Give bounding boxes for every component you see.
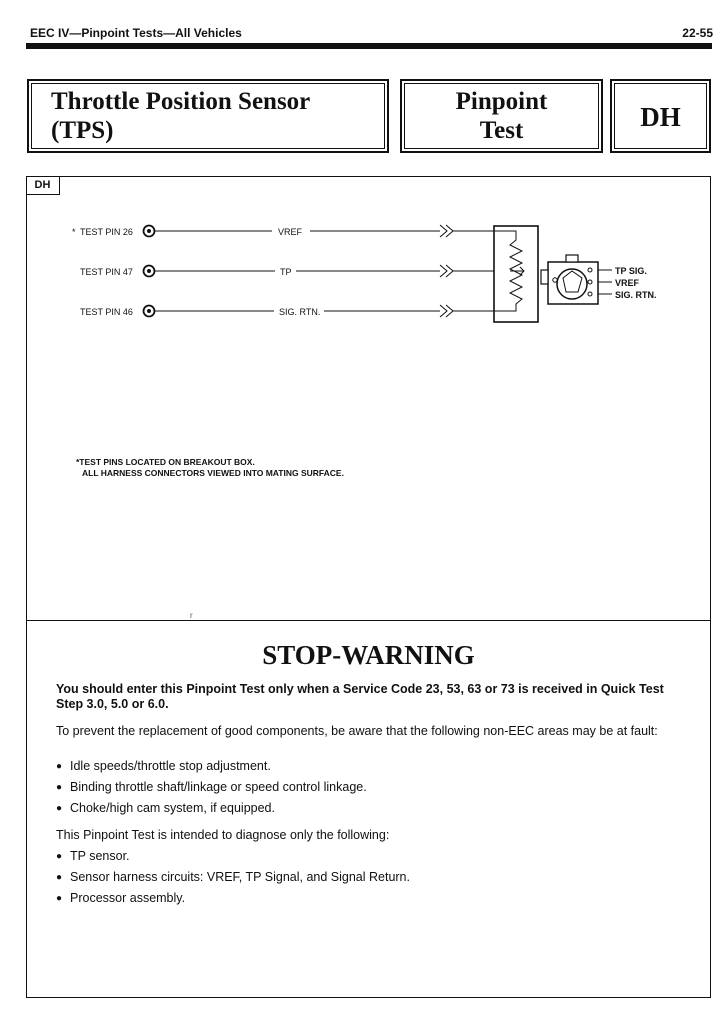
list-item: ● Idle speeds/throttle stop adjustment. xyxy=(56,759,676,774)
test-code: DH xyxy=(640,102,681,132)
title-line-2: (TPS) xyxy=(51,117,114,144)
sensor-rotor xyxy=(557,269,587,299)
pinpoint-line-2: Test xyxy=(479,117,524,144)
tps-sensor-icon xyxy=(541,255,612,304)
connector-chevron-icon xyxy=(440,265,453,277)
pin-label-46: TEST PIN 46 xyxy=(80,307,133,317)
test-pin-jack-center xyxy=(147,269,151,273)
stray-print-mark: r xyxy=(190,611,193,620)
pinpoint-line-1: Pinpoint xyxy=(455,88,548,115)
title-line-1: Throttle Position Sensor xyxy=(51,88,311,115)
test-pin-jack-center xyxy=(147,309,151,313)
panel-tag: DH xyxy=(26,176,60,195)
circuit-row-tp xyxy=(80,265,510,277)
list-item: ● Processor assembly. xyxy=(56,891,676,906)
list-item: ● Choke/high cam system, if equipped. xyxy=(56,801,676,816)
list-item: ● Sensor harness circuits: VREF, TP Signal, and Signal Return. xyxy=(56,870,676,885)
connector-chevron-icon xyxy=(440,225,453,237)
running-header-title: EEC IV—Pinpoint Tests—All Vehicles xyxy=(30,26,242,40)
diagram-note-line-2: ALL HARNESS CONNECTORS VIEWED INTO MATING SURFACE. xyxy=(82,468,344,478)
page-number: 22-55 xyxy=(682,26,713,40)
list-item: ● Binding throttle shaft/linkage or speed control linkage. xyxy=(56,780,676,795)
list-item: ● TP sensor. xyxy=(56,849,676,864)
warning-entry-condition: You should enter this Pinpoint Test only when a Service Code 23, 53, 63 or 73 is received in Quick Test Step 3.0, 5.0 or 6.0. xyxy=(56,682,664,711)
sensor-mount-tab xyxy=(541,270,548,284)
sensor-label-tp-sig: TP SIG. xyxy=(615,266,647,276)
pin-marker: * xyxy=(72,227,76,237)
sensor-label-vref: VREF xyxy=(615,278,640,288)
test-pin-jack-center xyxy=(147,229,151,233)
pin-label-47: TEST PIN 47 xyxy=(80,267,133,277)
diagram-note-line-1: *TEST PINS LOCATED ON BREAKOUT BOX. xyxy=(76,457,255,467)
circuit-row-sig-rtn xyxy=(80,305,494,317)
signal-label-vref: VREF xyxy=(278,227,303,237)
non-eec-intro: To prevent the replacement of good components, be aware that the following non-EEC areas may be at fault: xyxy=(56,724,658,738)
panel-divider xyxy=(26,620,711,621)
pin-label-26: TEST PIN 26 xyxy=(80,227,133,237)
connector-chevron-icon xyxy=(440,305,453,317)
diagnose-list xyxy=(56,849,676,912)
circuit-row-vref xyxy=(72,225,494,237)
signal-label-sig-rtn: SIG. RTN. xyxy=(279,307,321,317)
stop-warning-heading: STOP-WARNING xyxy=(262,640,475,670)
non-eec-list xyxy=(56,759,676,822)
diagnose-intro: This Pinpoint Test is intended to diagnose only the following: xyxy=(56,828,390,842)
signal-label-tp: TP xyxy=(280,267,292,277)
sensor-label-sig-rtn: SIG. RTN. xyxy=(615,290,657,300)
sensor-key-tab xyxy=(566,255,578,262)
